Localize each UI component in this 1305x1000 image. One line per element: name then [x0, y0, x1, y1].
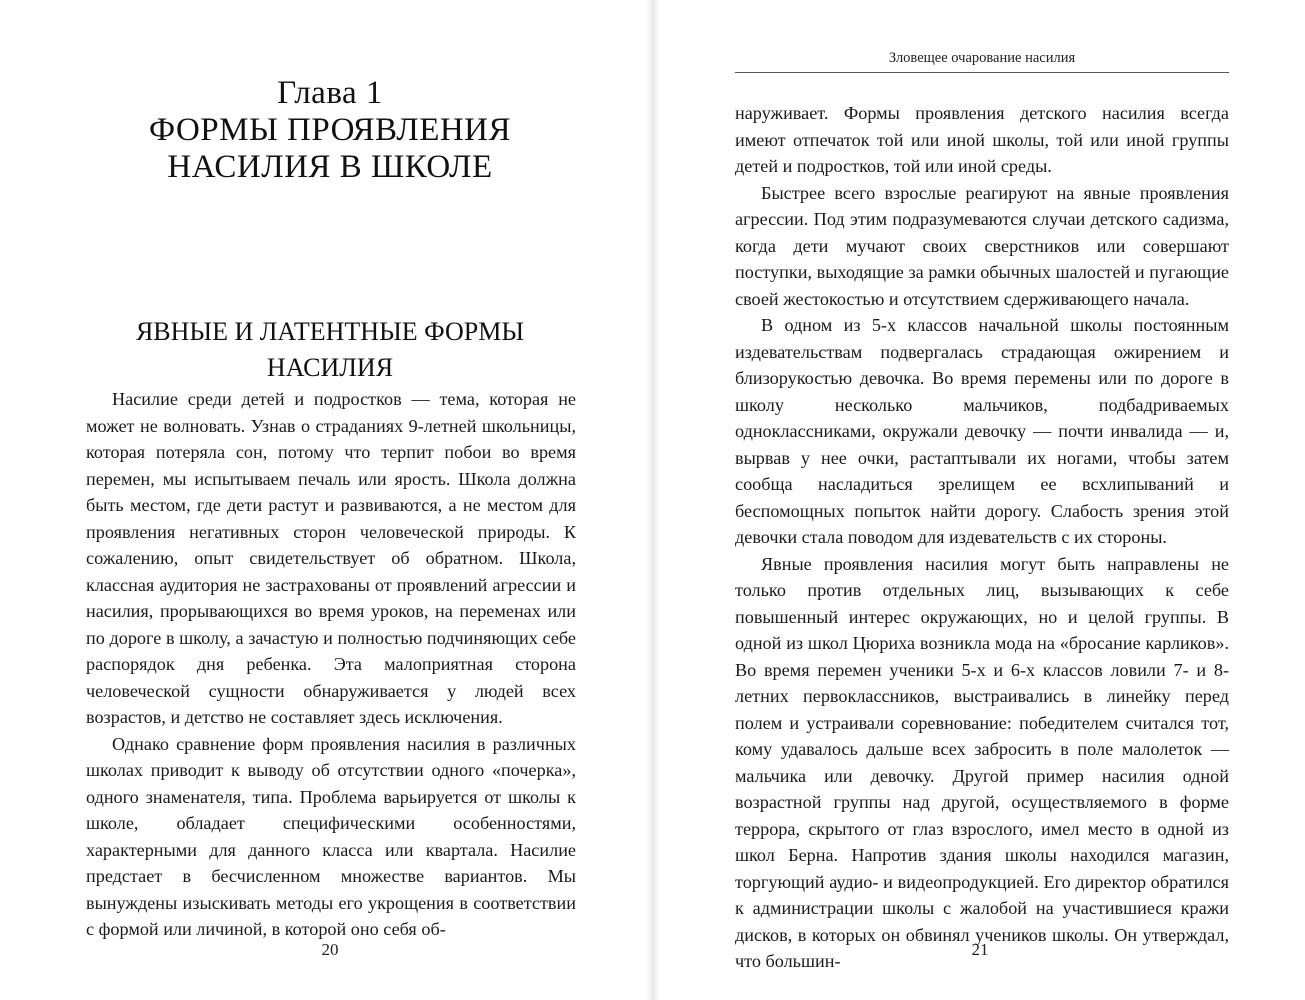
- section-title-line-1: ЯВНЫЕ И ЛАТЕНТНЫЕ ФОРМЫ: [135, 317, 525, 346]
- paragraph: Быстрее всего взрослые реагируют на явные проявления агрессии. Под этим подразумеваются случаи детского садизма, когда дети мучают своих сверстников или совершают поступки, выходящие за рамки обычных шалостей и пугающие своей жестокостью и отсутствием сдерживающего начала.: [735, 182, 1229, 309]
- paragraph: Насилие среди детей и подростков — тема, которая не может не волновать. Узнав о страданиях 9-летней школьницы, которая потеряла сон, потому что терпит побои во время перемен, мы испытываем печаль или ярость. Школа должна быть местом, где дети растут и развиваются, а не местом для проявления негативных сторон человеческой природы. К сожалению, опыт свидетельствует об обратном. Школа, классная аудитория не застрахованы от проявлений агрессии и насилия, прорывающихся во время уроков, на переменах или по дороге в школу, а зачастую и полностью подчиняющих себе распорядок дня ребенка. Эта малоприятная сторона человеческой сущности обнаруживается у людей всех возрастов, и детство не составляет здесь исключения.: [86, 389, 576, 727]
- chapter-heading: [80, 74, 580, 186]
- running-head: Зловещее очарование насилия: [888, 50, 1076, 66]
- paragraph: В одном из 5-х классов начальной школы постоянным издевательствам подвергалась страдающая ожирением и близорукостью девочка. Во время перемены или по дороге в школу несколько мальчиков, подбадриваемых одноклассниками, окружали девочку — почти инвалида — и, вырвав у нее очки, растаптывали их ногами, чтобы затем сообща насладиться зрелищем ее всхлипываний и беспомощных попыток найти дорогу. Слабость зрения этой девочки стала поводом для издевательств с их стороны.: [735, 315, 1229, 547]
- right-body-text: [735, 100, 1229, 975]
- paragraph: наруживает. Формы проявления детского насилия всегда имеют отпечаток той или иной школы, той или иной группы детей и подростков, той или иной среды.: [735, 103, 1229, 176]
- left-body-text: [86, 386, 576, 943]
- left-page: [0, 0, 652, 1000]
- chapter-title-line-1: ФОРМЫ ПРОЯВЛЕНИЯ: [148, 112, 512, 148]
- book-gutter: [646, 0, 660, 1000]
- chapter-number: Глава 1: [277, 75, 383, 111]
- section-title-line-2: НАСИЛИЯ: [266, 353, 394, 382]
- paragraph: Однако сравнение форм проявления насилия в различных школах приводит к выводу об отсутствии одного «почерка», одного знаменателя, типа. Проблема варьируется от школы к школе, обладает специфическими особенностями, характерными для данного класса или квартала. Насилие предстает в бесчисленном множестве вариантов. Мы вынуждены изыскивать методы его укрощения в соответствии с формой или личиной, в которой оно себя об-: [86, 733, 576, 939]
- page-number: 21: [971, 940, 989, 959]
- chapter-title-line-2: НАСИЛИЯ В ШКОЛЕ: [167, 149, 493, 185]
- section-title: [80, 314, 580, 386]
- paragraph: Явные проявления насилия могут быть направлены не только против отдельных лиц, вызывающих к себе повышенный интерес окружающих, но и целой группы. В одной из школ Цюриха возникла мода на «бросание карликов». Во время перемен ученики 5-х и 6-х классов ловили 7- и 8-летних первоклассников, выстраивались в линейку перед полем и устраивали соревнование: победителем считался тот, кому удавалось дальше всех забросить в поле малолеток — мальчика или девочку. Другой пример насилия одной возрастной группы над другой, осуществляемого в форме террора, скрытого от глаз взрослого, имел место в одной из школ Берна. Напротив здания школы находился магазин, торгующий аудио- и видеопродукцией. Его директор обратился к администрации школы с жалобой на участившиеся кражи дисков, в которых он обвинял учеников школы. Он утверждал, что большин-: [735, 553, 1229, 971]
- header-rule: [735, 72, 1229, 73]
- page-number: 20: [321, 940, 339, 959]
